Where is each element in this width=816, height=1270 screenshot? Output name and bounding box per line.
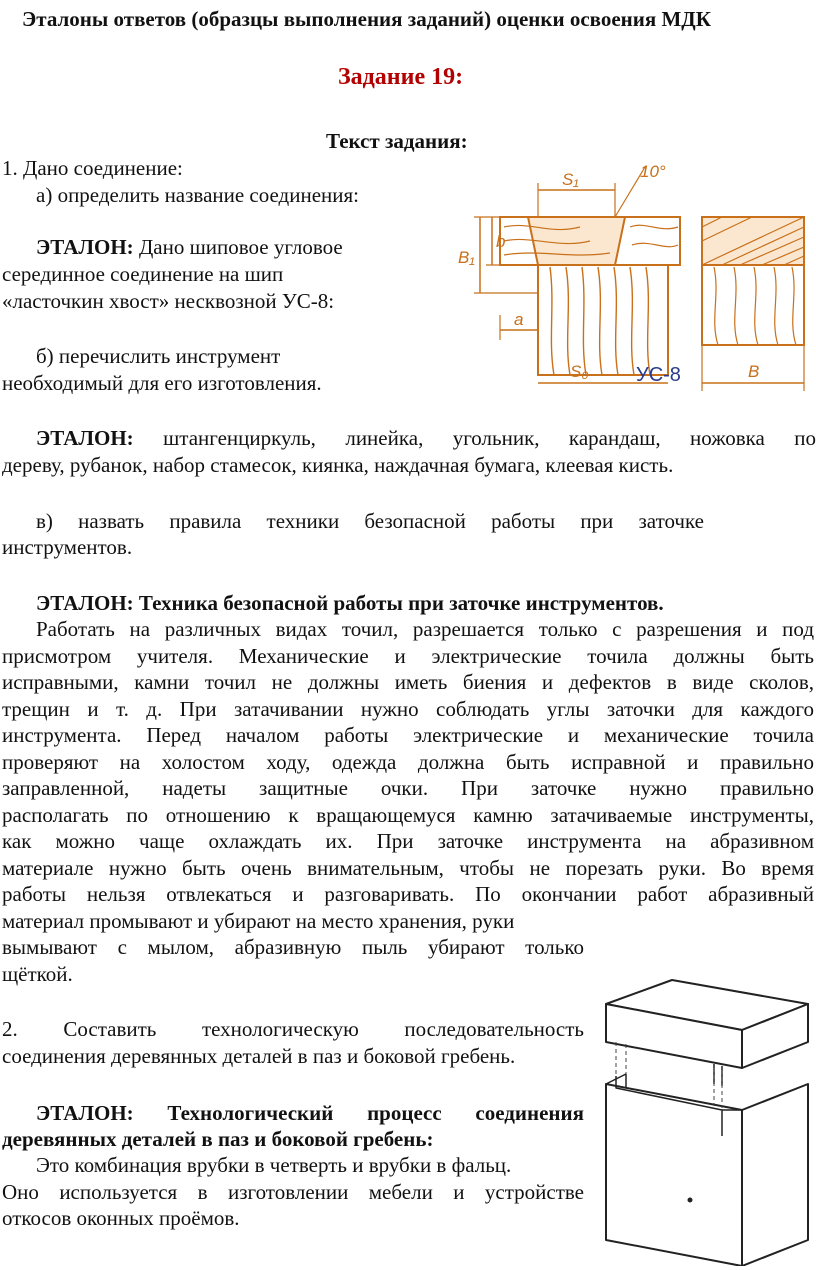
q2-answer-line-1: Это комбинация врубки в четверть и врубки в фальц. bbox=[36, 1153, 512, 1177]
etalon-label: ЭТАЛОН: bbox=[36, 235, 134, 259]
task-number: Задание 19: bbox=[338, 64, 464, 90]
q1-a-answer-line-1 bbox=[36, 234, 343, 260]
q1-c-answer-line-3: исправными, камни точил не должны иметь биения и дефектов в виде сколов, bbox=[2, 670, 814, 694]
label-angle: 10° bbox=[640, 162, 666, 181]
task-text-label: Текст задания: bbox=[326, 129, 468, 153]
q1-c-answer-line-13: вымывают с мылом, абразивную пыль убирают только bbox=[2, 935, 584, 959]
q1-c-answer-line-7: заправленной, надеты защитные очки. При заточке нужно правильно bbox=[2, 776, 814, 800]
label-b: B bbox=[748, 362, 760, 381]
q1-c-answer-line-11: работы нельзя отвлекаться и разговаривать. По окончании работ абразивный bbox=[2, 882, 814, 906]
q1-b-line-2: необходимый для его изготовления. bbox=[2, 371, 322, 395]
etalon-label: ЭТАЛОН: bbox=[36, 426, 134, 450]
q1-a: а) определить название соединения: bbox=[36, 183, 360, 207]
q2-answer-heading-line-2: деревянных деталей в паз и боковой гребень: bbox=[2, 1127, 434, 1151]
q1-c-line-1: в) назвать правила техники безопасной работы при заточке bbox=[36, 509, 704, 533]
q1-c-answer-line-6: проверяют на холостом ходу, одежда должна быть исправной и правильно bbox=[2, 750, 814, 774]
q1-b-answer-text: штангенциркуль, линейка, угольник, карандаш, ножовка по bbox=[163, 426, 816, 450]
q1-b-answer-line-2: дереву, рубанок, набор стамесок, киянка, наждачная бумага, клеевая кисть. bbox=[2, 453, 674, 477]
joint-code-label: УС-8 bbox=[636, 364, 681, 386]
q2-answer-line-3: откосов оконных проёмов. bbox=[2, 1206, 240, 1230]
q1-b-line-1: б) перечислить инструмент bbox=[36, 344, 281, 368]
groove-tongue-joint-drawing bbox=[602, 976, 812, 1266]
q1-c-answer-line-1: Работать на различных видах точил, разрешается только с разрешения и под bbox=[36, 617, 814, 641]
q2-answer-heading-line-1: ЭТАЛОН: Технологический процесс соединения bbox=[36, 1101, 584, 1125]
q1-c-answer-line-9: как можно чаще охлаждать их. При заточке инструмента на абразивном bbox=[2, 829, 814, 853]
label-b-small: b bbox=[496, 232, 506, 251]
q2-answer-line-2: Оно используется в изготовлении мебели и устройстве bbox=[2, 1180, 584, 1204]
q1-c-answer-line-14: щёткой. bbox=[2, 962, 73, 986]
q1-c-answer-heading: ЭТАЛОН: Техника безопасной работы при заточке инструментов. bbox=[36, 591, 664, 615]
q2-line-2: соединения деревянных деталей в паз и боковой гребень. bbox=[2, 1044, 516, 1068]
q1-c-answer-line-5: инструмента. Перед началом работы электрические и механические точила bbox=[2, 723, 814, 747]
q1-c-answer-line-10: материале нужно быть очень внимательным, чтобы не порезать руки. Во время bbox=[2, 856, 814, 880]
q1-c-answer-line-2: присмотром учителя. Механические и электрические точила должны быть bbox=[2, 644, 814, 668]
q1-c-answer-line-12: материал промывают и убирают на место хранения, руки bbox=[2, 909, 515, 933]
label-s0: S₀ bbox=[570, 362, 589, 381]
q1-a-answer-line-3: «ласточкин хвост» несквозной УС-8: bbox=[2, 289, 335, 313]
label-a: a bbox=[514, 310, 524, 329]
q1-c-answer-line-8: располагать по отношению к вращающемуся камню затачиваемые инструменты, bbox=[2, 803, 814, 827]
q1-intro: 1. Дано соединение: bbox=[2, 156, 183, 180]
label-s1: S₁ bbox=[562, 170, 579, 189]
label-b1: B₁ bbox=[458, 248, 475, 267]
q1-c-answer-line-4: трещин и т. д. При затачивании нужно соблюдать углы заточки для каждого bbox=[2, 697, 814, 721]
q1-c-line-2: инструментов. bbox=[2, 535, 133, 559]
q1-a-answer-text: Дано шиповое угловое bbox=[138, 235, 343, 259]
dovetail-joint-drawing bbox=[440, 155, 810, 395]
document-title: Эталоны ответов (образцы выполнения заданий) оценки освоения МДК bbox=[22, 7, 711, 31]
q2-line-1: 2. Составить технологическую последовательность bbox=[2, 1017, 584, 1041]
q1-b-answer-line-1 bbox=[36, 425, 816, 451]
q1-a-answer-line-2: серединное соединение на шип bbox=[2, 262, 284, 286]
